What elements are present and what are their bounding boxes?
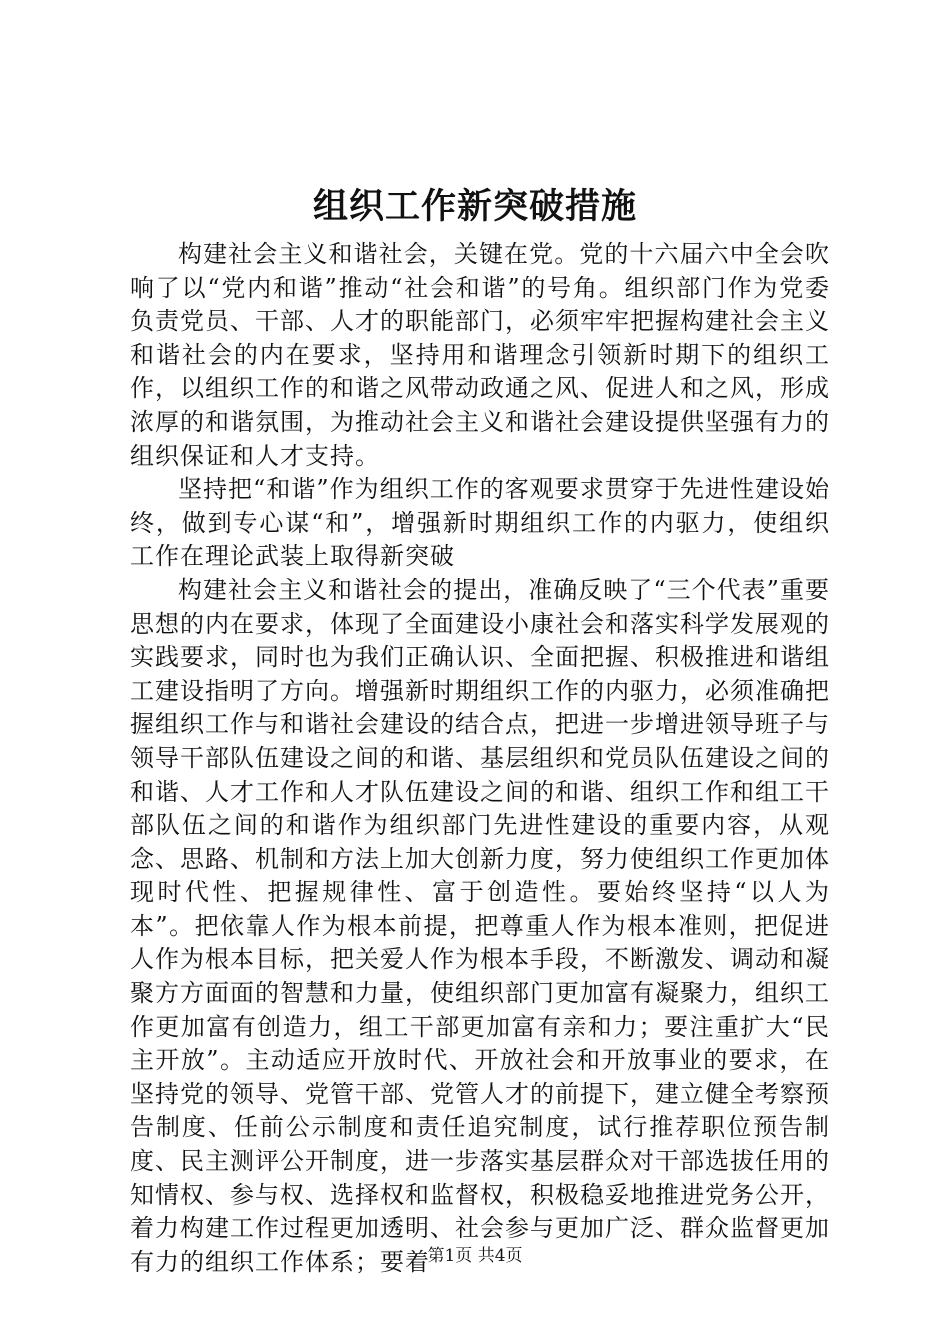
- paragraph-2: 坚持把“和谐”作为组织工作的客观要求贯穿于先进性建设始终，做到专心谋“和”，增强新时期组织工作的内驱力，使组织工作在理论武装上取得新突破: [130, 475, 830, 571]
- document-title: 组织工作新突破措施: [312, 186, 637, 227]
- paragraph-3: 构建社会主义和谐社会的提出，准确反映了“三个代表”重要思想的内在要求，体现了全面建设小康社会和落实科学发展观的实践要求，同时也为我们正确认识、全面把握、积极推进和谐组工建设指明了方向。增强新时期组织工作的内驱力，必须准确把握组织工作与和谐社会建设的结合点，把进一步增进领导班子与领导干部队伍建设之间的和谐、基层组织和党员队伍建设之间的和谐、人才工作和人才队伍建设之间的和谐、组织工作和组工干部队伍之间的和谐作为组织部门先进性建设的重要内容，从观念、思路、机制和方法上加大创新力度，努力使组织工作更加体现时代性、把握规律性、富于创造性。要始终坚持“以人为本”。把依靠人作为根本前提，把尊重人作为根本准则，把促进人作为根本目标，把关爱人作为根本手段，不断激发、调动和凝聚方方面面的智慧和力量，使组织部门更加富有凝聚力，组织工作更加富有创造力，组工干部更加富有亲和力；要注重扩大“民主开放”。主动适应开放时代、开放社会和开放事业的要求，在坚持党的领导、党管干部、党管人才的前提下，建立健全考察预告制度、任前公示制度和责任追究制度，试行推荐职位预告制度、民主测评公开制度，进一步落实基层群众对干部选拔任用的知情权、参与权、选择权和监督权，积极稳妥地推进党务公开，着力构建工作过程更加透明、社会参与更加广泛、群众监督更加有力的组织工作体系；要着: [130, 575, 830, 1276]
- paragraph-1: 构建社会主义和谐社会，关键在党。党的十六届六中全会吹响了以“党内和谐”推动“社会和谐”的号角。组织部门作为党委负责党员、干部、人才的职能部门，必须牢牢把握构建社会主义和谐社会的内在要求，坚持用和谐理念引领新时期下的组织工作，以组织工作的和谐之风带动政通之风、促进人和之风，形成浓厚的和谐氛围，为推动社会主义和谐社会建设提供坚强有力的组织保证和人才支持。: [130, 240, 830, 470]
- page-number-footer: 第1页 共4页: [427, 1246, 523, 1266]
- document-body: [130, 238, 830, 1279]
